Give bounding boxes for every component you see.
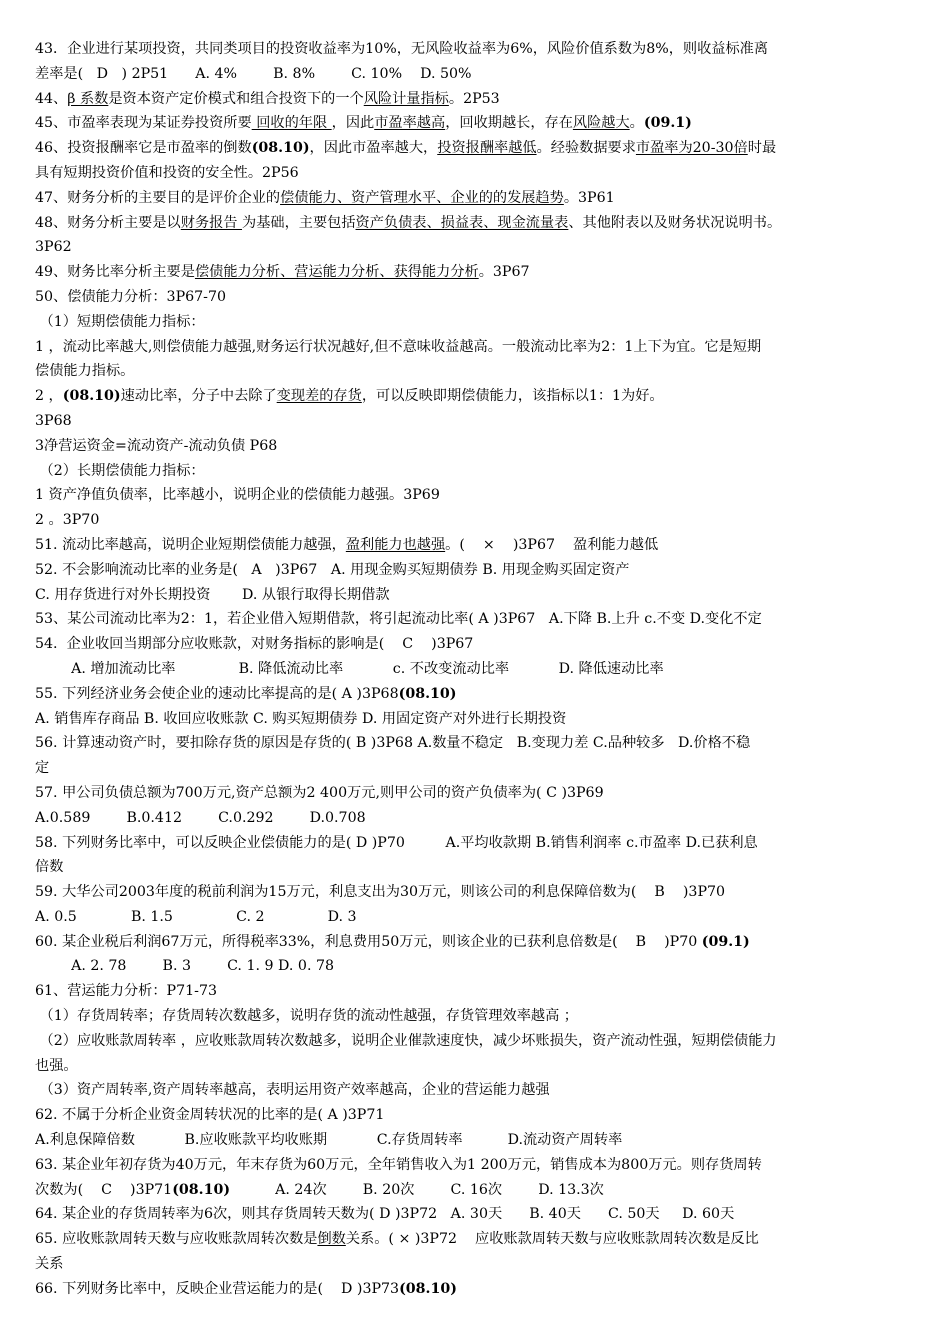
text-line [35,1078,915,1103]
text-segment: （2）应收账款周转率 ，应收账款周转次数越多，说明企业催款速度快，减少坏账损失，资产流动性强，短期偿债能力 [35,1032,777,1049]
text-line [35,161,915,186]
text-line [35,1252,915,1277]
text-segment: 1 资产净值负债率，比率越小，说明企业的偿债能力越强。3P69 [35,487,440,504]
text-line [35,583,915,608]
text-segment: ，可以反映即期偿债能力，该指标以1：1为好。 [361,388,664,405]
bold-text: (09.1) [643,115,692,132]
text-segment: 64. 某企业的存货周转率为6次，则其存货周转天数为( D )3P72 A. 30天 B. 40天 C. 50天 D. 60天 [35,1206,735,1223]
text-segment: 。2P53 [448,90,500,107]
text-segment: 50、偿债能力分析：3P67-70 [35,288,227,305]
text-line [35,607,915,632]
text-line [35,756,915,781]
text-segment: ，因此市盈率越大， [309,140,438,157]
text-segment: ，因此 [331,115,375,132]
text-segment: 60. 某企业税后利润67万元，所得税率33%，利息费用50万元，则该企业的已获利息倍数是( B )P70 [35,933,702,950]
text-segment: 61、营运能力分析：P71-73 [35,983,217,1000]
underlined-text: 回收的年限 [251,115,332,132]
text-line [35,781,915,806]
text-segment: 关系。( × )3P72 应收账款周转天数与应收账款周转次数是反比 [345,1231,759,1248]
text-segment: （2）长期偿债能力指标： [35,462,205,479]
text-segment: 、其他附表以及财务状况说明书。 [568,214,782,231]
text-line [35,1128,915,1153]
text-segment: 58. 下列财务比率中，可以反映企业偿债能力的是( D )P70 A.平均收款期 B.销售利润率 c.市盈率 D.已获利息 [35,834,758,851]
text-segment: 49、财务比率分析主要是 [35,264,195,281]
bold-text: (08.10) [399,1280,457,1297]
document-page [35,37,915,1302]
text-segment: 62. 不属于分析企业资金周转状况的比率的是( A )3P71 [35,1107,385,1124]
underlined-text: 资产负债表、损益表、现金流量表 [355,214,569,231]
text-line [35,880,915,905]
text-segment: 57. 甲公司负债总额为700万元,资产总额为2 400万元,则甲公司的资产负债率为( C )3P69 [35,784,604,801]
bold-text: (08.10) [251,140,310,157]
text-segment: 差率是( D ) 2P51 A. 4% B. 8% C. 10% D. 50% [35,65,472,82]
text-segment: ，回收期越长，存在 [445,115,573,132]
text-line [35,731,915,756]
text-line [35,855,915,880]
bold-text: (08.10) [398,685,457,702]
text-segment: 。经验数据要求 [536,140,636,157]
text-segment: 47、财务分析的主要目的是评价企业的 [35,189,281,206]
text-segment: 3净营运资金=流动资产-流动负债 P68 [35,437,278,454]
underlined-text: 财务报告 [180,214,243,231]
text-segment: 为基础，主要包括 [242,214,356,231]
underlined-text: 市盈率为20-30倍 [635,140,748,157]
underlined-text: 偿债能力、资产管理水平、企业的的发展趋势 [280,189,564,206]
text-line [35,905,915,930]
text-segment: 45、市盈率表现为某证券投资所要 [35,115,252,132]
text-line [35,1004,915,1029]
text-line [35,87,915,112]
text-segment: 具有短期投资价值和投资的安全性。2P56 [35,164,299,181]
text-line [35,409,915,434]
text-line [35,483,915,508]
text-line [35,186,915,211]
text-line [35,533,915,558]
text-segment: 44、 [35,90,68,107]
text-line [35,1227,915,1252]
text-segment: 51. 流动比率越高，说明企业短期偿债能力越强， [35,536,346,553]
underlined-text: 风险越大 [572,115,630,132]
text-segment: （1）短期偿债能力指标： [35,313,205,330]
text-line [35,682,915,707]
text-segment: 65. 应收账款周转天数与应收账款周转次数是 [35,1231,318,1248]
text-line [35,1103,915,1128]
text-segment: 66. 下列财务比率中，反映企业营运能力的是( D )3P73 [35,1280,400,1297]
text-line [35,359,915,384]
text-segment: 倍数 [35,859,64,876]
text-segment: 52. 不会影响流动比率的业务是( A )3P67 A. 用现金购买短期债券 B. 用现金购买固定资产 [35,561,630,578]
text-line [35,1178,915,1203]
underlined-text: 投资报酬率越低 [437,140,537,157]
text-segment: 定 [35,760,50,777]
text-segment: 43．企业进行某项投资，共同类项目的投资收益率为10%，无风险收益率为6%，风险价值系数为8%，则收益标准离 [35,41,769,57]
text-line [35,806,915,831]
text-line [35,1029,915,1054]
text-segment: 关系 [35,1256,64,1273]
text-segment: 48、财务分析主要是以 [35,214,181,231]
text-line [35,707,915,732]
text-line [35,335,915,360]
underlined-text: 变现差的存货 [276,388,362,405]
underlined-text: 偿债能力分析、营运能力分析、获得能力分析 [194,264,479,281]
text-line [35,37,915,62]
text-segment: A. 销售库存商品 B. 收回应收账款 C. 购买短期债券 D. 用固定资产对外进行长期投资 [35,710,567,727]
text-segment: 。3P67 [478,264,530,281]
text-segment: A. 24次 B. 20次 C. 16次 D. 13.3次 [230,1181,604,1198]
text-line [35,235,915,260]
text-segment: 1 ，流动比率越大,则偿债能力越强,财务运行状况越好,但不意味收益越高。一般流动比率为2：1上下为宜。它是短期 [35,338,762,355]
text-segment: 速动比率，分子中去除了 [120,388,277,405]
text-line [35,657,915,682]
text-line [35,459,915,484]
text-segment: 次数为( C )3P71 [35,1181,173,1198]
text-segment: A.利息保障倍数 B.应收账款平均收账期 C.存货周转率 D.流动资产周转率 [35,1132,623,1149]
text-line [35,111,915,136]
text-segment: A. 0.5 B. 1.5 C. 2 D. 3 [35,908,357,925]
underlined-text: β 系数 [67,90,109,107]
text-line [35,310,915,335]
text-line [35,260,915,285]
text-segment: 53、某公司流动比率为2：1，若企业借入短期借款，将引起流动比率( A )3P67 A.下降 B.上升 c.不变 D.变化不定 [35,611,762,628]
text-line [35,1202,915,1227]
text-line [35,930,915,955]
text-segment: 55. 下列经济业务会使企业的速动比率提高的是( A )3P68 [35,685,399,702]
text-segment: 也强。 [35,1057,78,1074]
underlined-text: 市盈率越高 [374,115,446,132]
text-line [35,1277,915,1302]
text-segment: A. 2. 78 B. 3 C. 1. 9 D. 0. 78 [35,958,335,975]
text-line [35,1153,915,1178]
underlined-text: 盈利能力也越强 [345,536,446,553]
text-segment: 46、投资报酬率它是市盈率的倒数 [35,140,252,157]
text-segment: 。 [629,115,644,132]
text-line [35,384,915,409]
text-line [35,136,915,161]
text-segment: 3P68 [35,412,72,429]
underlined-text: 倒数 [317,1231,346,1248]
text-segment: 时最 [747,140,777,157]
text-segment: 2 ， [35,388,63,405]
bold-text: (09.1) [701,933,750,950]
text-segment: 3P62 [35,239,72,256]
text-line [35,632,915,657]
underlined-text: 风险计量指标 [363,90,449,107]
text-line [35,979,915,1004]
text-segment: 。3P61 [563,189,615,206]
text-line [35,558,915,583]
text-segment: 是资本资产定价模式和组合投资下的一个 [108,90,364,107]
text-line [35,508,915,533]
text-segment: 2 。3P70 [35,512,100,529]
text-segment: 。( × )3P67 盈利能力越低 [445,536,659,553]
text-line [35,62,915,87]
text-segment: 偿债能力指标。 [35,363,135,380]
text-segment: 54. 企业收回当期部分应收账款，对财务指标的影响是( C )3P67 [35,636,474,653]
text-segment: 63. 某企业年初存货为40万元，年末存货为60万元，全年销售收入为1 200万元，销售成本为800万元。则存货周转 [35,1156,762,1173]
text-segment: （3）资产周转率,资产周转率越高，表明运用资产效率越高，企业的营运能力越强 [35,1082,550,1099]
text-line [35,1054,915,1079]
text-segment: （1）存货周转率；存货周转次数越多，说明存货的流动性越强，存货管理效率越高 ； [35,1008,578,1025]
text-segment: 59. 大华公司2003年度的税前利润为15万元，利息支出为30万元，则该公司的利息保障倍数为( B )3P70 [35,884,726,901]
text-segment: A. 增加流动比率 B. 降低流动比率 c. 不改变流动比率 D. 降低速动比率 [35,660,664,677]
text-line [35,211,915,236]
text-segment: A.0.589 B.0.412 C.0.292 D.0.708 [35,809,366,826]
bold-text: (08.10) [62,388,121,405]
text-line [35,285,915,310]
text-line [35,831,915,856]
bold-text: (08.10) [172,1181,231,1198]
text-line [35,954,915,979]
text-segment: 56. 计算速动资产时，要扣除存货的原因是存货的( B )3P68 A.数量不稳定 B.变现力差 C.品种较多 D.价格不稳 [35,735,751,752]
text-segment: C. 用存货进行对外长期投资 D. 从银行取得长期借款 [35,586,390,603]
text-line [35,434,915,459]
